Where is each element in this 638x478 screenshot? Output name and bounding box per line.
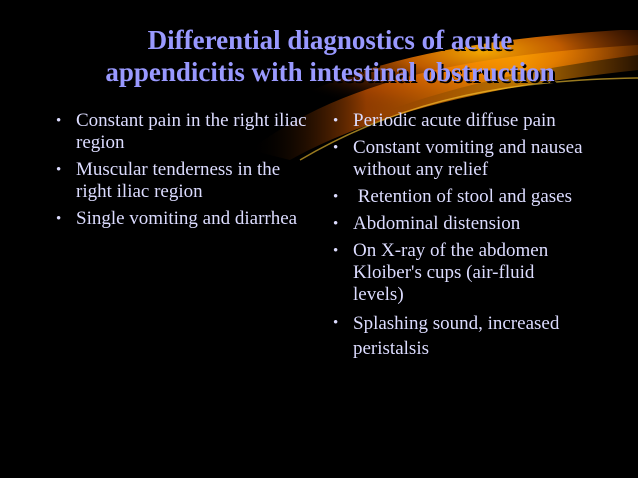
bullet: •: [56, 162, 62, 178]
bullet: •: [56, 113, 62, 129]
list-item-text: Abdominal distension: [353, 213, 521, 234]
intestinal-obstruction-list: [329, 110, 589, 366]
list-item-text: Constant vomiting and nausea without any relief: [353, 137, 583, 180]
list-item-text: Splashing sound, increased peristalsis: [353, 313, 560, 359]
list-item: [329, 213, 589, 235]
bullet: •: [333, 189, 339, 205]
list-item: [329, 110, 589, 132]
list-item-text: Muscular tenderness in the right iliac region: [76, 159, 281, 202]
bullet: •: [333, 216, 339, 232]
bullet: •: [333, 113, 339, 129]
title-line-1: Differential diagnostics of acute: [147, 25, 513, 55]
title-line-2: appendicitis with intestinal obstruction: [105, 57, 555, 87]
list-item-text: Constant pain in the right iliac region: [76, 110, 307, 153]
list-item: [52, 159, 310, 203]
list-item-text: Single vomiting and diarrhea: [76, 208, 298, 229]
bullet: •: [333, 243, 339, 259]
list-item-text: Retention of stool and gases: [353, 186, 572, 207]
list-item: [329, 311, 589, 361]
list-item: [329, 186, 589, 208]
list-item: [52, 208, 310, 230]
list-item-text: On X-ray of the abdomen Kloiber's cups (air-fluid levels): [353, 240, 549, 305]
list-item: [329, 137, 589, 181]
bullet: •: [333, 315, 339, 331]
acute-appendicitis-list: [52, 110, 310, 235]
bullet: •: [333, 140, 339, 156]
list-item: [52, 110, 310, 154]
slide-title: [40, 24, 620, 88]
bullet: •: [56, 211, 62, 227]
list-item: [329, 240, 589, 306]
list-item-text: Periodic acute diffuse pain: [353, 110, 556, 131]
